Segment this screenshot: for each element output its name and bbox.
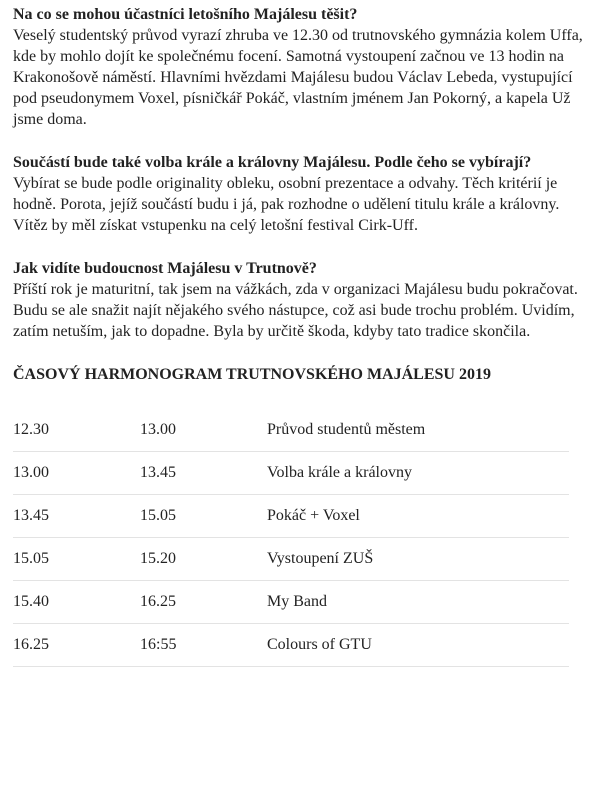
event-cell: Pokáč + Voxel	[267, 507, 360, 524]
table-row	[13, 409, 569, 452]
answer-paragraph: Veselý studentský průvod vyrazí zhruba ve 12.30 od trutnovského gymnázia kolem Uffa, kde by mohlo dojít ke společnému focení. Samotná vystoupení začnou ve 13 hodin na Krakonošově náměstí. Hlavními hvězdami Majálesu budou Václav Lebeda, vystupující pod pseudonymem Voxel, písničkář Pokáč, vlastním jménem Jan Pokorný, a kapela Už jsme doma.	[13, 27, 583, 128]
end-time-cell: 16.25	[140, 593, 176, 610]
start-time-cell: 12.30	[13, 421, 49, 438]
end-time-cell: 13.45	[140, 464, 176, 481]
event-cell: Vystoupení ZUŠ	[267, 550, 374, 567]
table-row	[13, 495, 569, 538]
end-time-cell: 16:55	[140, 636, 177, 653]
start-time-cell: 15.05	[13, 550, 49, 567]
table-row	[13, 581, 569, 624]
end-time-cell: 15.20	[140, 550, 176, 567]
question-heading: Součástí bude také volba krále a královny Majálesu. Podle čeho se vybírají?	[13, 154, 532, 171]
schedule-title: ČASOVÝ HARMONOGRAM TRUTNOVSKÉHO MAJÁLESU 2019	[13, 366, 491, 383]
qa-block	[13, 4, 594, 130]
question-heading: Na co se mohou účastníci letošního Majálesu těšit?	[13, 6, 358, 23]
table-row	[13, 624, 569, 667]
table-row	[13, 452, 569, 495]
end-time-cell: 13.00	[140, 421, 176, 438]
qa-block	[13, 258, 594, 342]
event-cell: Colours of GTU	[267, 636, 372, 653]
question-heading: Jak vidíte budoucnost Majálesu v Trutnově?	[13, 260, 317, 277]
table-row	[13, 538, 569, 581]
start-time-cell: 16.25	[13, 636, 49, 653]
answer-paragraph: Příští rok je maturitní, tak jsem na vážkách, zda v organizaci Majálesu budu pokračovat. Budu se ale snažit najít nějakého svého nástupce, což asi bude trochu problém. Uvidím, zatím netuším, jak to dopadne. Byla by určitě škoda, kdyby tato tradice skončila.	[13, 281, 578, 340]
start-time-cell: 15.40	[13, 593, 49, 610]
event-cell: Volba krále a královny	[267, 464, 412, 481]
schedule-table	[13, 409, 569, 667]
event-cell: Průvod studentů městem	[267, 421, 426, 438]
end-time-cell: 15.05	[140, 507, 176, 524]
qa-block	[13, 152, 594, 236]
start-time-cell: 13.00	[13, 464, 49, 481]
start-time-cell: 13.45	[13, 507, 49, 524]
event-cell: My Band	[267, 593, 327, 610]
answer-paragraph: Vybírat se bude podle originality obleku, osobní prezentace a odvahy. Těch kritérií je hodně. Porota, jejíž součástí budu i já, pak rozhodne o udělení titulu krále a královny. Vítěz by měl získat vstupenku na celý letošní festival Cirk-Uff.	[13, 175, 560, 234]
